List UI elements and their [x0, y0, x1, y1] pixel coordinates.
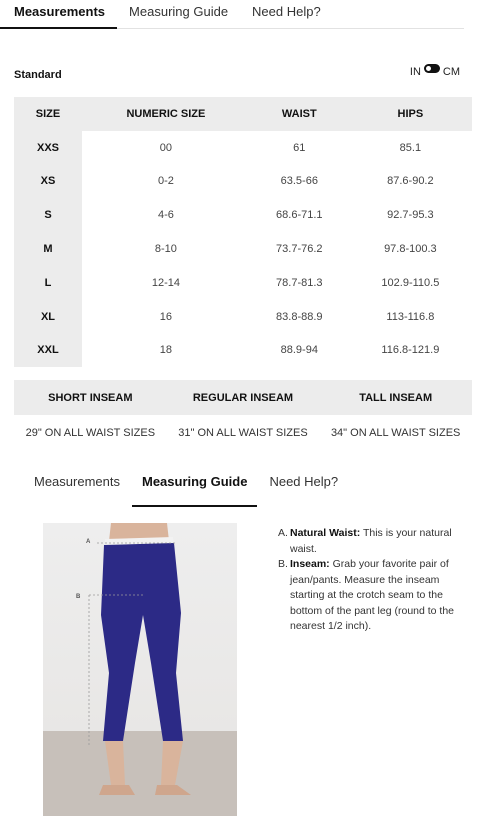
header-short-inseam: SHORT INSEAM	[14, 380, 167, 415]
guide-item-inseam	[278, 557, 463, 635]
size-row	[14, 300, 472, 334]
tall-inseam-value: 34" ON ALL WAIST SIZES	[330, 427, 461, 439]
waist-cell: 73.7-76.2	[276, 243, 323, 256]
short-inseam-value: 29" ON ALL WAIST SIZES	[25, 427, 156, 439]
numeric-size-cell: 00	[159, 141, 173, 154]
size-cell: XXL	[14, 334, 82, 368]
size-cell: M	[14, 232, 82, 266]
size-cell: XL	[14, 300, 82, 334]
marker-a: A	[86, 539, 91, 545]
waist-cell: 78.7-81.3	[276, 276, 323, 289]
size-cell: S	[14, 198, 82, 232]
numeric-size-cell: 18	[159, 344, 173, 357]
unit-cm-label: CM	[442, 66, 460, 78]
size-row	[14, 165, 472, 199]
guide-title: Natural Waist:	[290, 527, 361, 539]
tab-measurements[interactable]: Measurements	[34, 474, 120, 489]
marker-b: B	[76, 594, 81, 600]
numeric-size-cell: 12-14	[151, 276, 180, 289]
top-tab-bar	[14, 4, 464, 29]
inseam-table	[14, 380, 472, 451]
tab-measuring-guide[interactable]: Measuring Guide	[129, 4, 229, 19]
tab-need-help[interactable]: Need Help?	[269, 474, 339, 489]
waist-cell: 83.8-88.9	[276, 310, 323, 323]
hips-cell: 97.8-100.3	[384, 243, 437, 256]
hips-cell: 113-116.8	[386, 310, 435, 323]
tab-measuring-guide[interactable]: Measuring Guide	[142, 474, 247, 498]
header-size: SIZE	[14, 97, 82, 131]
tab-need-help[interactable]: Need Help?	[252, 4, 321, 19]
size-row	[14, 131, 472, 165]
waist-cell: 88.9-94	[280, 344, 318, 357]
inseam-header	[14, 380, 472, 415]
section-label: Standard	[14, 69, 62, 81]
guide-letter: B.	[278, 558, 288, 570]
size-row	[14, 334, 472, 368]
hips-cell: 102.9-110.5	[381, 276, 440, 289]
hips-cell: 116.8-121.9	[381, 344, 440, 357]
size-chart-table	[14, 97, 472, 367]
size-row	[14, 266, 472, 300]
size-row	[14, 198, 472, 232]
numeric-size-cell: 8-10	[154, 243, 177, 256]
guide-item-natural-waist	[278, 526, 463, 557]
unit-in-label: IN	[409, 66, 421, 78]
numeric-size-cell: 16	[159, 310, 173, 323]
numeric-size-cell: 4-6	[157, 209, 174, 222]
size-cell: XS	[14, 165, 82, 199]
leggings-illustration	[43, 523, 237, 816]
waist-cell: 63.5-66	[280, 175, 318, 188]
regular-inseam-value: 31" ON ALL WAIST SIZES	[178, 427, 308, 439]
unit-toggle[interactable]	[410, 66, 460, 78]
size-table-header	[14, 97, 472, 131]
size-row	[14, 232, 472, 266]
hips-cell: 85.1	[399, 141, 422, 154]
header-numeric-size: NUMERIC SIZE	[82, 97, 250, 131]
inseam-row	[14, 415, 472, 451]
header-waist: WAIST	[250, 97, 349, 131]
guide-tab-bar	[34, 474, 339, 498]
size-cell: XXS	[14, 131, 82, 165]
toggle-switch-icon[interactable]	[424, 64, 440, 73]
tab-measurements[interactable]: Measurements	[14, 4, 105, 28]
waist-cell: 68.6-71.1	[276, 209, 323, 222]
guide-title: Inseam:	[290, 558, 330, 570]
size-cell: L	[14, 266, 82, 300]
header-tall-inseam: TALL INSEAM	[319, 380, 472, 415]
guide-text: Grab your favorite pair of jean/pants. Measure the inseam starting at the crotch seam to the bottom of the pant leg (round to the nearest 1/2 inch).	[290, 558, 455, 632]
header-hips: HIPS	[349, 97, 472, 131]
header-regular-inseam: REGULAR INSEAM	[167, 380, 320, 415]
guide-letter: A.	[278, 527, 288, 539]
hips-cell: 92.7-95.3	[387, 209, 434, 222]
waist-cell: 61	[293, 141, 306, 154]
guide-text: This is your natural waist.	[290, 527, 452, 555]
measuring-guide-list	[278, 526, 463, 635]
hips-cell: 87.6-90.2	[387, 175, 434, 188]
model-photo	[43, 523, 237, 816]
numeric-size-cell: 0-2	[157, 175, 174, 188]
